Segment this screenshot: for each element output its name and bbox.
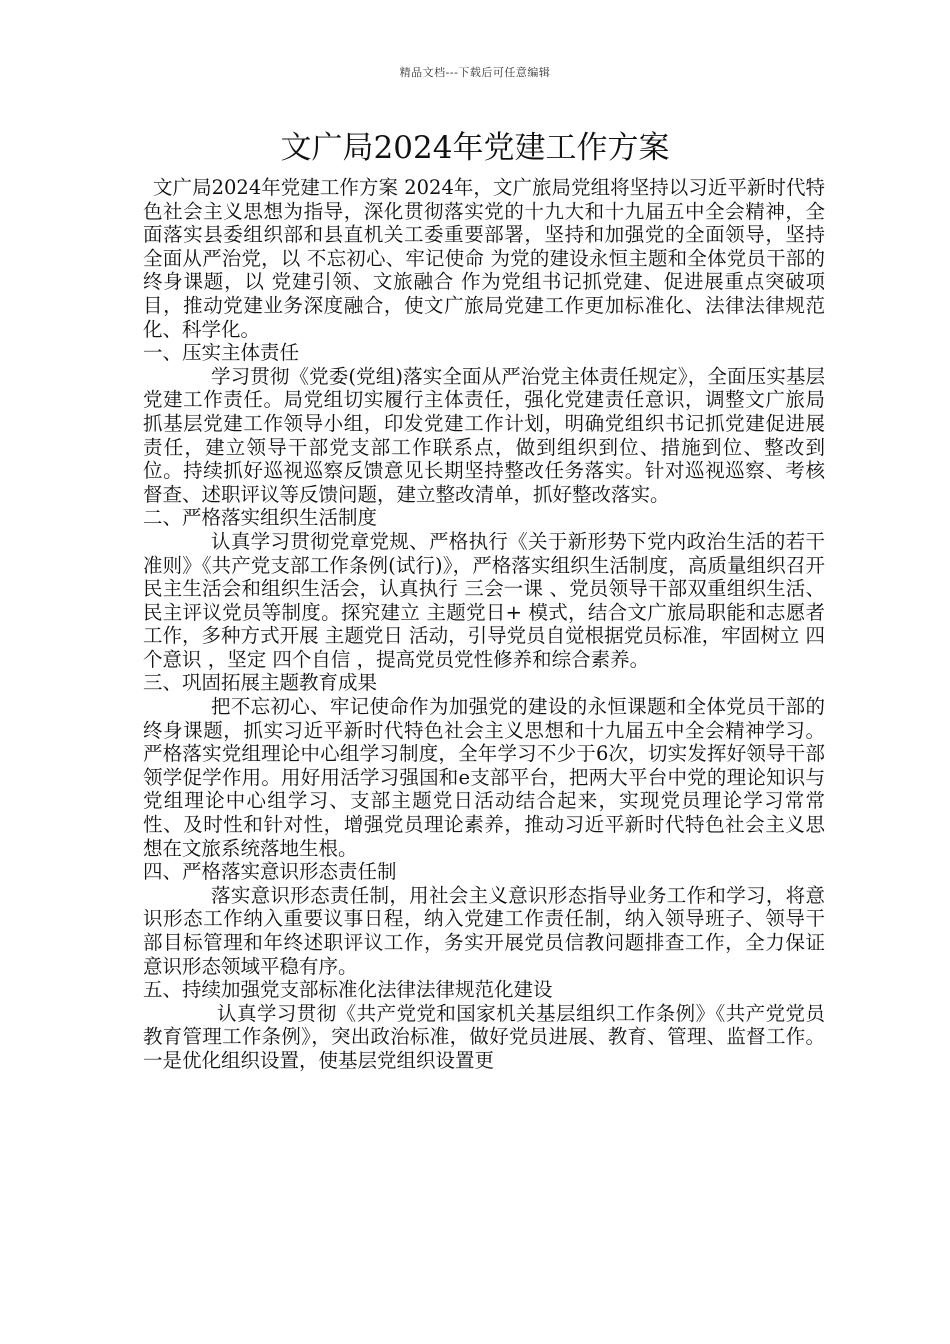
section-body-5: 认真学习贯彻《共产党党和国家机关基层组织工作条例》《共产党党员教育管理工作条例》，突出政治标准，做好党员进展、教育、管理、监督工作。一是优化组织设置，使基层党组织设置更: [143, 1001, 825, 1072]
document-title: 文广局2024年党建工作方案: [280, 130, 670, 166]
section-heading-3: 三、巩固拓展主题教育成果: [143, 671, 378, 695]
section-heading-4: 四、严格落实意识形态责任制: [143, 860, 397, 884]
section-heading-2: 二、严格落实组织生活制度: [143, 506, 378, 530]
intro-paragraph: 文广局2024年党建工作方案 2024年，文广旅局党组将坚持以习近平新时代特色社会主义思想为指导，深化贯彻落实党的十九大和十九届五中全会精神，全面落实县委组织部和县直机关工委重要部署，坚持和加强党的全面领导，坚持全面从严治党，以 不忘初心、牢记使命 为党的建设永恒主题和全体党员干部的终身课题，以 党建引领、文旅融合 作为党组书记抓党建、促进展重点突破项目，推动党建业务深度融合，使文广旅局党建工作更加标准化、法律法律规范化、科学化。: [143, 176, 825, 341]
section-heading-5: 五、持续加强党支部标准化法律法律规范化建设: [143, 978, 553, 1002]
header-watermark: 精品文档---下载后可任意编辑: [399, 66, 551, 79]
document-body: [143, 176, 825, 1073]
section-body-3: 把不忘初心、牢记使命作为加强党的建设的永恒课题和全体党员干部的终身课题，抓实习近平新时代特色社会主义思想和十九届五中全会精神学习。严格落实党组理论中心组学习制度，全年学习不少于6次，切实发挥好领导干部领学促学作用。用好用活学习强国和e支部平台，把两大平台中党的理论知识与党组理论中心组学习、支部主题党日活动结合起来，实现党员理论学习常常性、及时性和针对性，增强党员理论素养，推动习近平新时代特色社会主义思想在文旅系统落地生根。: [143, 695, 825, 860]
section-body-1: 学习贯彻《党委(党组)落实全面从严治党主体责任规定》，全面压实基层党建工作责任。局党组切实履行主体责任，强化党建责任意识，调整文广旅局抓基层党建工作领导小组，印发党建工作计划，明确党组织书记抓党建促进展责任，建立领导干部党支部工作联系点，做到组织到位、措施到位、整改到位。持续抓好巡视巡察反馈意见长期坚持整改任务落实。针对巡视巡察、考核督查、述职评议等反馈问题，建立整改清单，抓好整改落实。: [143, 364, 825, 506]
section-body-4: 落实意识形态责任制，用社会主义意识形态指导业务工作和学习，将意识形态工作纳入重要议事日程，纳入党建工作责任制，纳入领导班子、领导干部目标管理和年终述职评议工作，务实开展党员信教问题排查工作，全力保证意识形态领域平稳有序。: [143, 883, 825, 978]
section-body-2: 认真学习贯彻党章党规、严格执行《关于新形势下党内政治生活的若干准则》《共产党支部工作条例(试行)》，严格落实组织生活制度，高质量组织召开民主生活会和组织生活会，认真执行 三会一课 、党员领导干部双重组织生活、民主评议党员等制度。探究建立 主题党日+ 模式，结合文广旅局职能和志愿者工作，多种方式开展 主题党日 活动，引导党员自觉根据党员标准，牢固树立 四个意识 ，坚定 四个自信 ，提高党员党性修养和综合素养。: [143, 529, 825, 671]
section-heading-1: 一、压实主体责任: [143, 341, 300, 365]
